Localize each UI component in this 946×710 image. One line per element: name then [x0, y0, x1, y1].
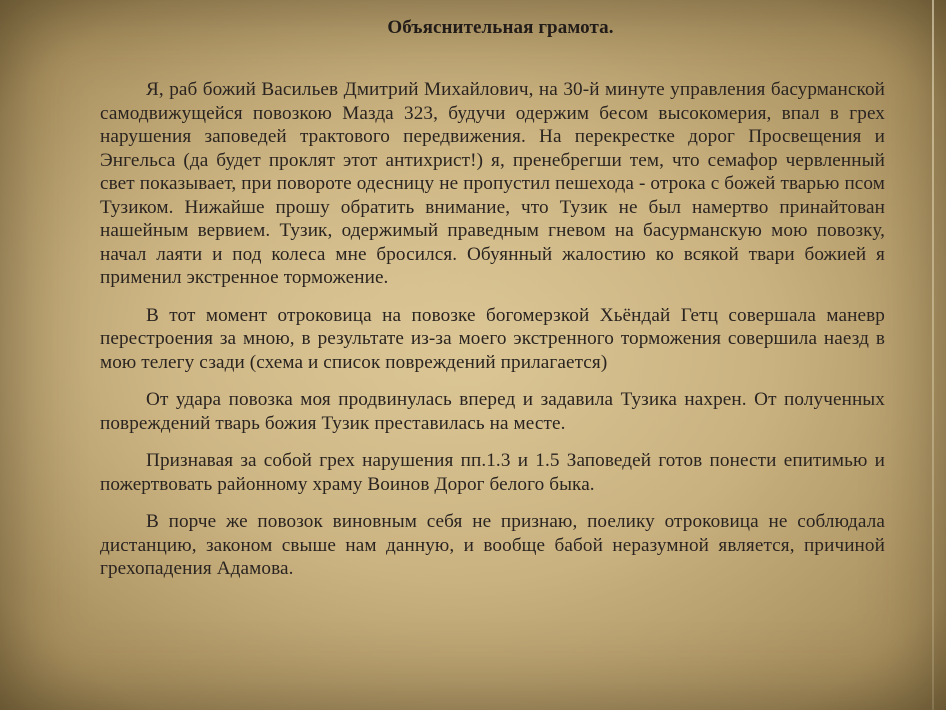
letter-title: Объяснительная грамота.	[387, 17, 614, 38]
paper-fold-edge	[932, 0, 934, 710]
paragraph-4: Признавая за собой грех нарушения пп.1.3 и 1.5 Заповедей готов понести епитимью и пожертвовать районному храму Воинов Дорог белого быка.	[100, 450, 885, 495]
letter-body	[100, 16, 885, 696]
paragraph-5: В порче же повозок виновным себя не признаю, поелику отроковица не соблюдала дистанцию, законом свыше нам данную, и вообще бабой неразумной является, причиной грехопадения Адамова.	[100, 511, 885, 579]
paragraph-3: От удара повозка моя продвинулась вперед и задавила Тузика нахрен. От полученных повреждений тварь божия Тузик преставилась на месте.	[100, 389, 885, 434]
paragraph-1: Я, раб божий Васильев Дмитрий Михайлович, на 30-й минуте управления басурманской самодвижущейся повозкою Мазда 323, будучи одержим бесом высокомерия, впал в грех нарушения заповедей трактового передвижения. На перекрестке дорог Просвещения и Энгельса (да будет проклят этот антихрист!) я, пренебрегши тем, что семафор червленный свет показывает, при повороте одесницу не пропустил пешехода - отрока с божей тварью псом Тузиком. Нижайше прошу обратить внимание, что Тузик не был намертво принайтован нашейным вервием. Тузик, одержимый праведным гневом на басурманскую мою повозку, начал лаяти и под колеса мне бросился. Обуянный жалостию ко всякой твари божией я применил экстренное торможение.	[100, 79, 885, 288]
paragraph-2: В тот момент отроковица на повозке богомерзкой Хьёндай Гетц совершала маневр перестроения за мною, в результате из-за моего экстренного торможения совершила наезд в мою телегу сзади (схема и список повреждений прилагается)	[100, 304, 885, 373]
